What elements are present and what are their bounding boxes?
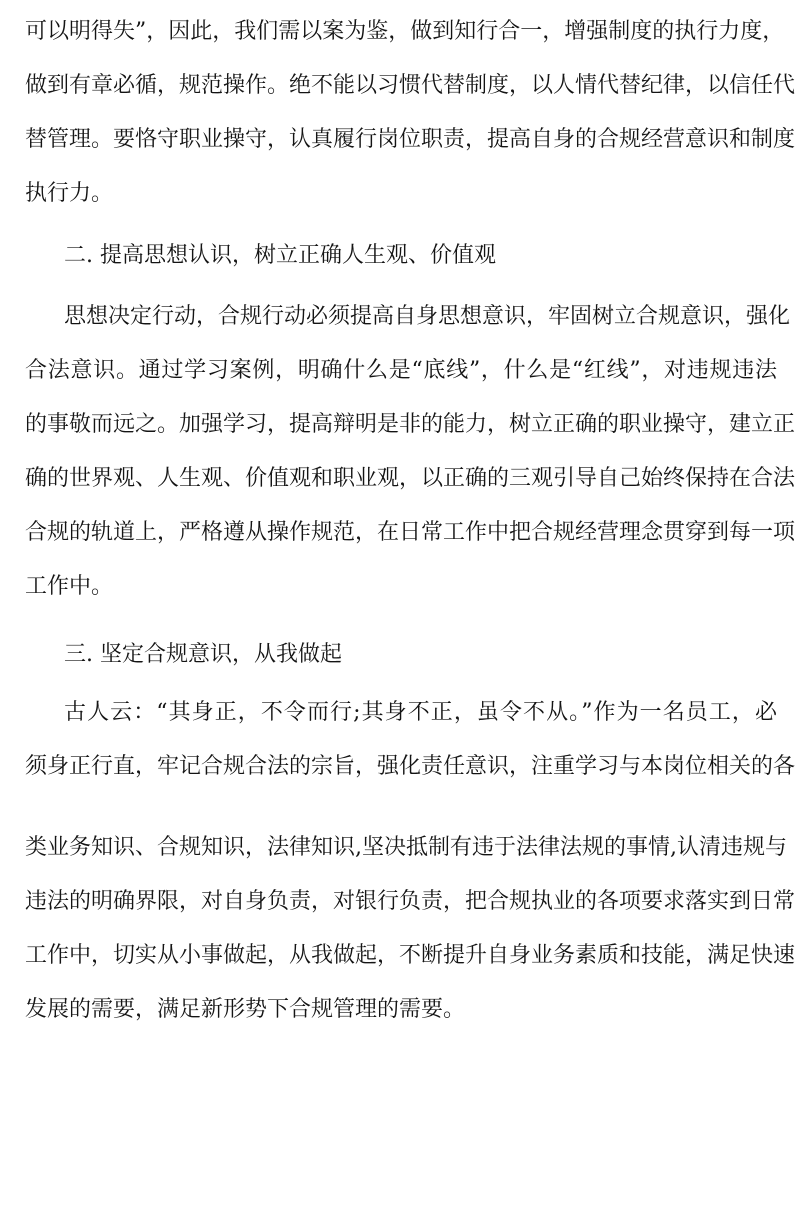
paragraph-1-line-1: 可以明得失”，因此，我们需以案为鉴，做到知行合一，增强制度的执行力度， xyxy=(25,19,785,44)
paragraph-3-line-1: 古人云：“其身正，不令而行;其身不正，虽令不从。”作为一名员工，必 xyxy=(64,700,777,725)
paragraph-2-line-6: 工作中。 xyxy=(25,574,114,599)
paragraph-3-line-5: 工作中，切实从小事做起，从我做起，不断提升自身业务素质和技能，满足快速 xyxy=(25,943,796,968)
paragraph-3-line-2: 须身正行直，牢记合规合法的宗旨，强化责任意识，注重学习与本岗位相关的各 xyxy=(25,754,796,779)
paragraph-3-line-6: 发展的需要，满足新形势下合规管理的需要。 xyxy=(25,997,466,1022)
paragraph-2-line-2: 合法意识。通过学习案例，明确什么是“底线”，什么是“红线”，对违规违法 xyxy=(25,358,777,383)
paragraph-2-line-5: 合规的轨道上，严格遵从操作规范，在日常工作中把合规经营理念贯穿到每一项 xyxy=(25,520,796,545)
section-heading-3: 三. 坚定合规意识，从我做起 xyxy=(64,642,342,667)
paragraph-1-line-2: 做到有章必循，规范操作。绝不能以习惯代替制度，以人情代替纪律，以信任代 xyxy=(25,73,796,98)
paragraph-2-line-4: 确的世界观、人生观、价值观和职业观，以正确的三观引导自己始终保持在合法 xyxy=(25,466,796,491)
section-heading-2: 二. 提高思想认识，树立正确人生观、价值观 xyxy=(64,243,496,268)
paragraph-2-line-3: 的事敬而远之。加强学习，提高辩明是非的能力，树立正确的职业操守，建立正 xyxy=(25,412,796,437)
paragraph-2-line-1: 思想决定行动，合规行动必须提高自身思想意识，牢固树立合规意识，强化 xyxy=(64,304,791,329)
paragraph-3-line-3: 类业务知识、合规知识，法律知识,坚决抵制有违于法律法规的事情,认清违规与 xyxy=(25,835,787,860)
paragraph-1-line-3: 替管理。要恪守职业操守，认真履行岗位职责，提高自身的合规经营意识和制度 xyxy=(25,127,796,152)
paragraph-1-line-4: 执行力。 xyxy=(25,181,114,206)
paragraph-3-line-4: 违法的明确界限，对自身负责，对银行负责，把合规执业的各项要求落实到日常 xyxy=(25,889,796,914)
